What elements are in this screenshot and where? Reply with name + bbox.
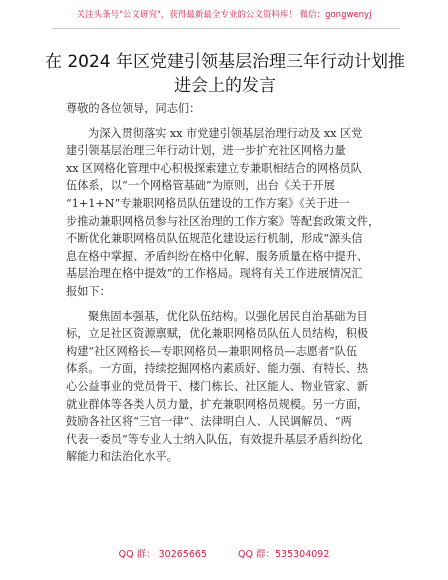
paragraph-line: 息在格中掌握、矛盾纠纷在格中化解、服务质量在格中提升、 (66, 249, 369, 263)
paragraph-line: 解能力和法治化水平。 (66, 450, 178, 464)
paragraphs-container (66, 125, 388, 466)
paragraph-line: 为深入贯彻落实 xx 市党建引领基层治理行动及 xx 区党 (88, 126, 363, 140)
paragraph-line: “1+1+N”专兼职网格员队伍建设的工作方案》《关于进一 (66, 196, 350, 210)
paragraph-line: 报如下： (66, 284, 111, 298)
paragraph-line: 不断优化兼职网格员队伍规范化建设运行机制，形成“源头信 (66, 232, 363, 246)
document-body (66, 100, 388, 466)
paragraph (66, 125, 388, 301)
paragraph-line: 代表一委员”等专业人士纳入队伍，有效提升基层矛盾纠纷化 (66, 432, 363, 446)
paragraph-line: 伍体系，以“一个网格管基础”为原则，出台《关于开展 (66, 179, 335, 193)
paragraph-line: 基层治理在格中提效”的工作格局。现将有关工作进展情况汇 (66, 267, 363, 281)
title-line-2: 进会上的发言 (174, 76, 276, 96)
paragraph (66, 308, 388, 466)
title-line-1: 在 2024 年区党建引领基层治理三年行动计划推 (44, 52, 406, 72)
document-title (40, 50, 410, 98)
paragraph-line: 聚焦固本强基，优化队伍结构。以强化居民自治基础为目 (88, 309, 368, 323)
paragraph-line: 构建“社区网格长—专职网格员—兼职网格员—志愿者”队伍 (66, 344, 358, 358)
paragraph-line: xx 区网格化管理中心积极探索建立专兼职相结合的网格员队 (66, 161, 362, 175)
paragraph-line: 建引领基层治理三年行动计划，进一步扩充社区网格力量 (66, 144, 346, 158)
paragraph-line: 就业群体等各类人员力量，扩充兼职网格员规模。另一方面， (66, 397, 369, 411)
footer-qq-group-1: QQ 群： 30265665 (118, 549, 207, 560)
promo-header: 关注头条号"公文研究"，获得最新最全专业的公文资料库！ 微信：gongwenyj (76, 10, 372, 20)
paragraph-line: 标，立足社区资源禀赋，优化兼职网格员队伍人员结构，积极 (66, 327, 369, 341)
greeting: 尊敬的各位领导，同志们： (66, 102, 201, 115)
paragraph-line: 体系。一方面，持续挖掘网格内素质好、能力强、有特长、热 (66, 362, 369, 376)
paragraph-line: 鼓励各社区将“三官一律”、法律明白人、人民调解员、“两 (66, 415, 352, 429)
paragraph-line: 心公益事业的党员骨干、楼门栋长、社区能人、物业管家、新 (66, 379, 369, 393)
footer-contacts (0, 546, 448, 560)
header-divider (52, 28, 400, 29)
paragraph-gap (66, 118, 388, 125)
paragraph-gap (66, 301, 388, 308)
footer-qq-group-2: QQ 群：535304092 (238, 549, 330, 560)
paragraph-line: 步推动兼职网格员参与社区治理的工作方案》等配套政策文件， (66, 214, 380, 228)
